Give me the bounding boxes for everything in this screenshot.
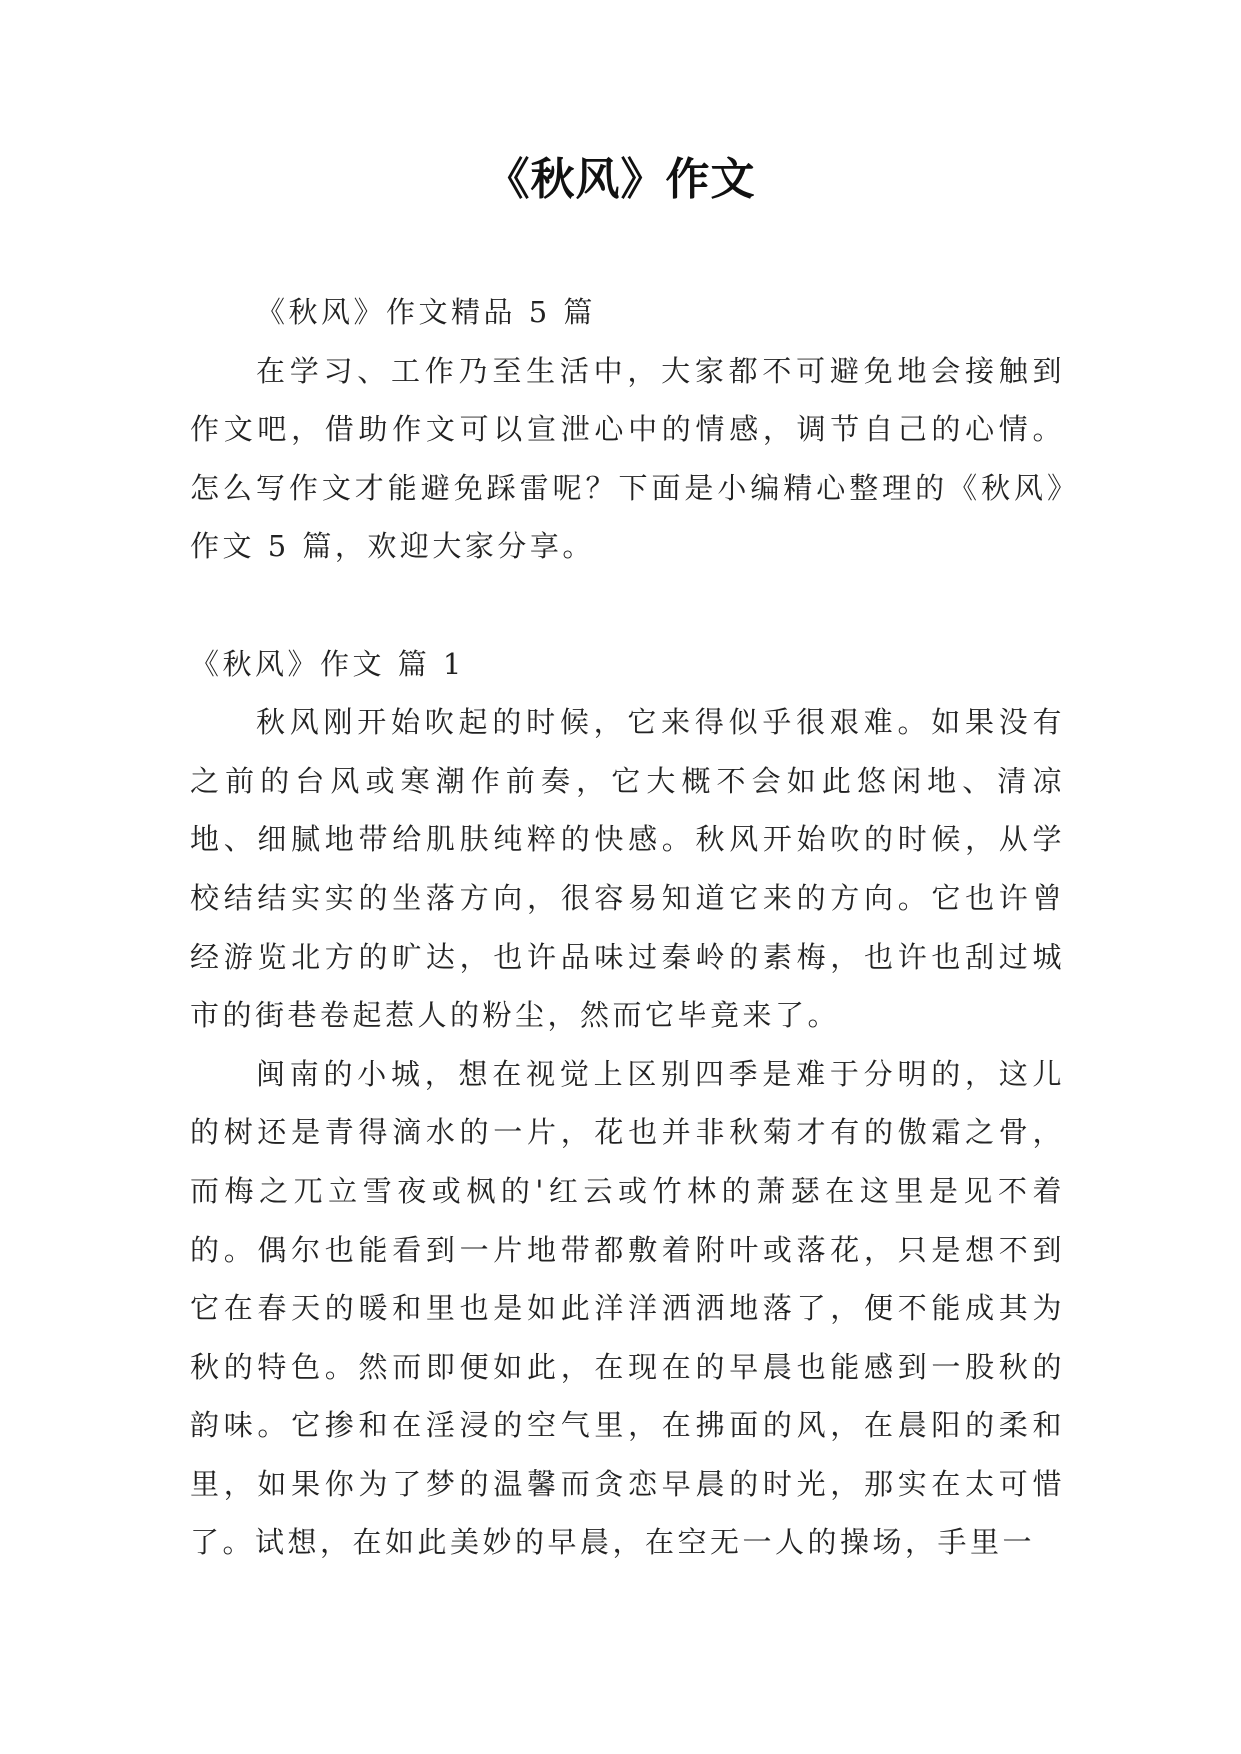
- section-heading: 《秋风》作文 篇 1: [190, 646, 465, 681]
- document-title: 《秋风》作文: [485, 154, 756, 205]
- intro-paragraph: 在学习、工作乃至生活中，大家都不可避免地会接触到作文吧，借助作文可以宣泄心中的情感，调节自己的心情。怎么写作文才能避免踩雷呢？下面是小编精心整理的《秋风》作文 5 篇，欢迎大家分享。: [190, 353, 1065, 564]
- document-subtitle: 《秋风》作文精品 5 篇: [256, 295, 596, 329]
- body-paragraph: 秋风刚开始吹起的时候，它来得似乎很艰难。如果没有之前的台风或寒潮作前奏，它大概不会如此悠闲地、清凉地、细腻地带给肌肤纯粹的快感。秋风开始吹的时候，从学校结结实实的坐落方向，很容易知道它来的方向。它也许曾经游览北方的旷达，也许品味过秦岭的素梅，也许也刮过城市的街巷卷起惹人的粉尘，然而它毕竟来了。: [190, 705, 1065, 1033]
- body-paragraph: 闽南的小城，想在视觉上区别四季是难于分明的，这儿的树还是青得滴水的一片，花也并非秋菊才有的傲霜之骨，而梅之兀立雪夜或枫的'红云或竹林的萧瑟在这里是见不着的。偶尔也能看到一片地带都敷着附叶或落花，只是想不到它在春天的暖和里也是如此洋洋洒洒地落了，便不能成其为秋的特色。然而即便如此，在现在的早晨也能感到一股秋的韵味。它掺和在淫浸的空气里，在拂面的风，在晨阳的柔和里，如果你为了梦的温馨而贪恋早晨的时光，那实在太可惜了。试想，在如此美妙的早晨，在空无一人的操场，手里一: [190, 1056, 1065, 1560]
- section-spacer: [190, 576, 1065, 635]
- document-body: [190, 283, 1065, 1572]
